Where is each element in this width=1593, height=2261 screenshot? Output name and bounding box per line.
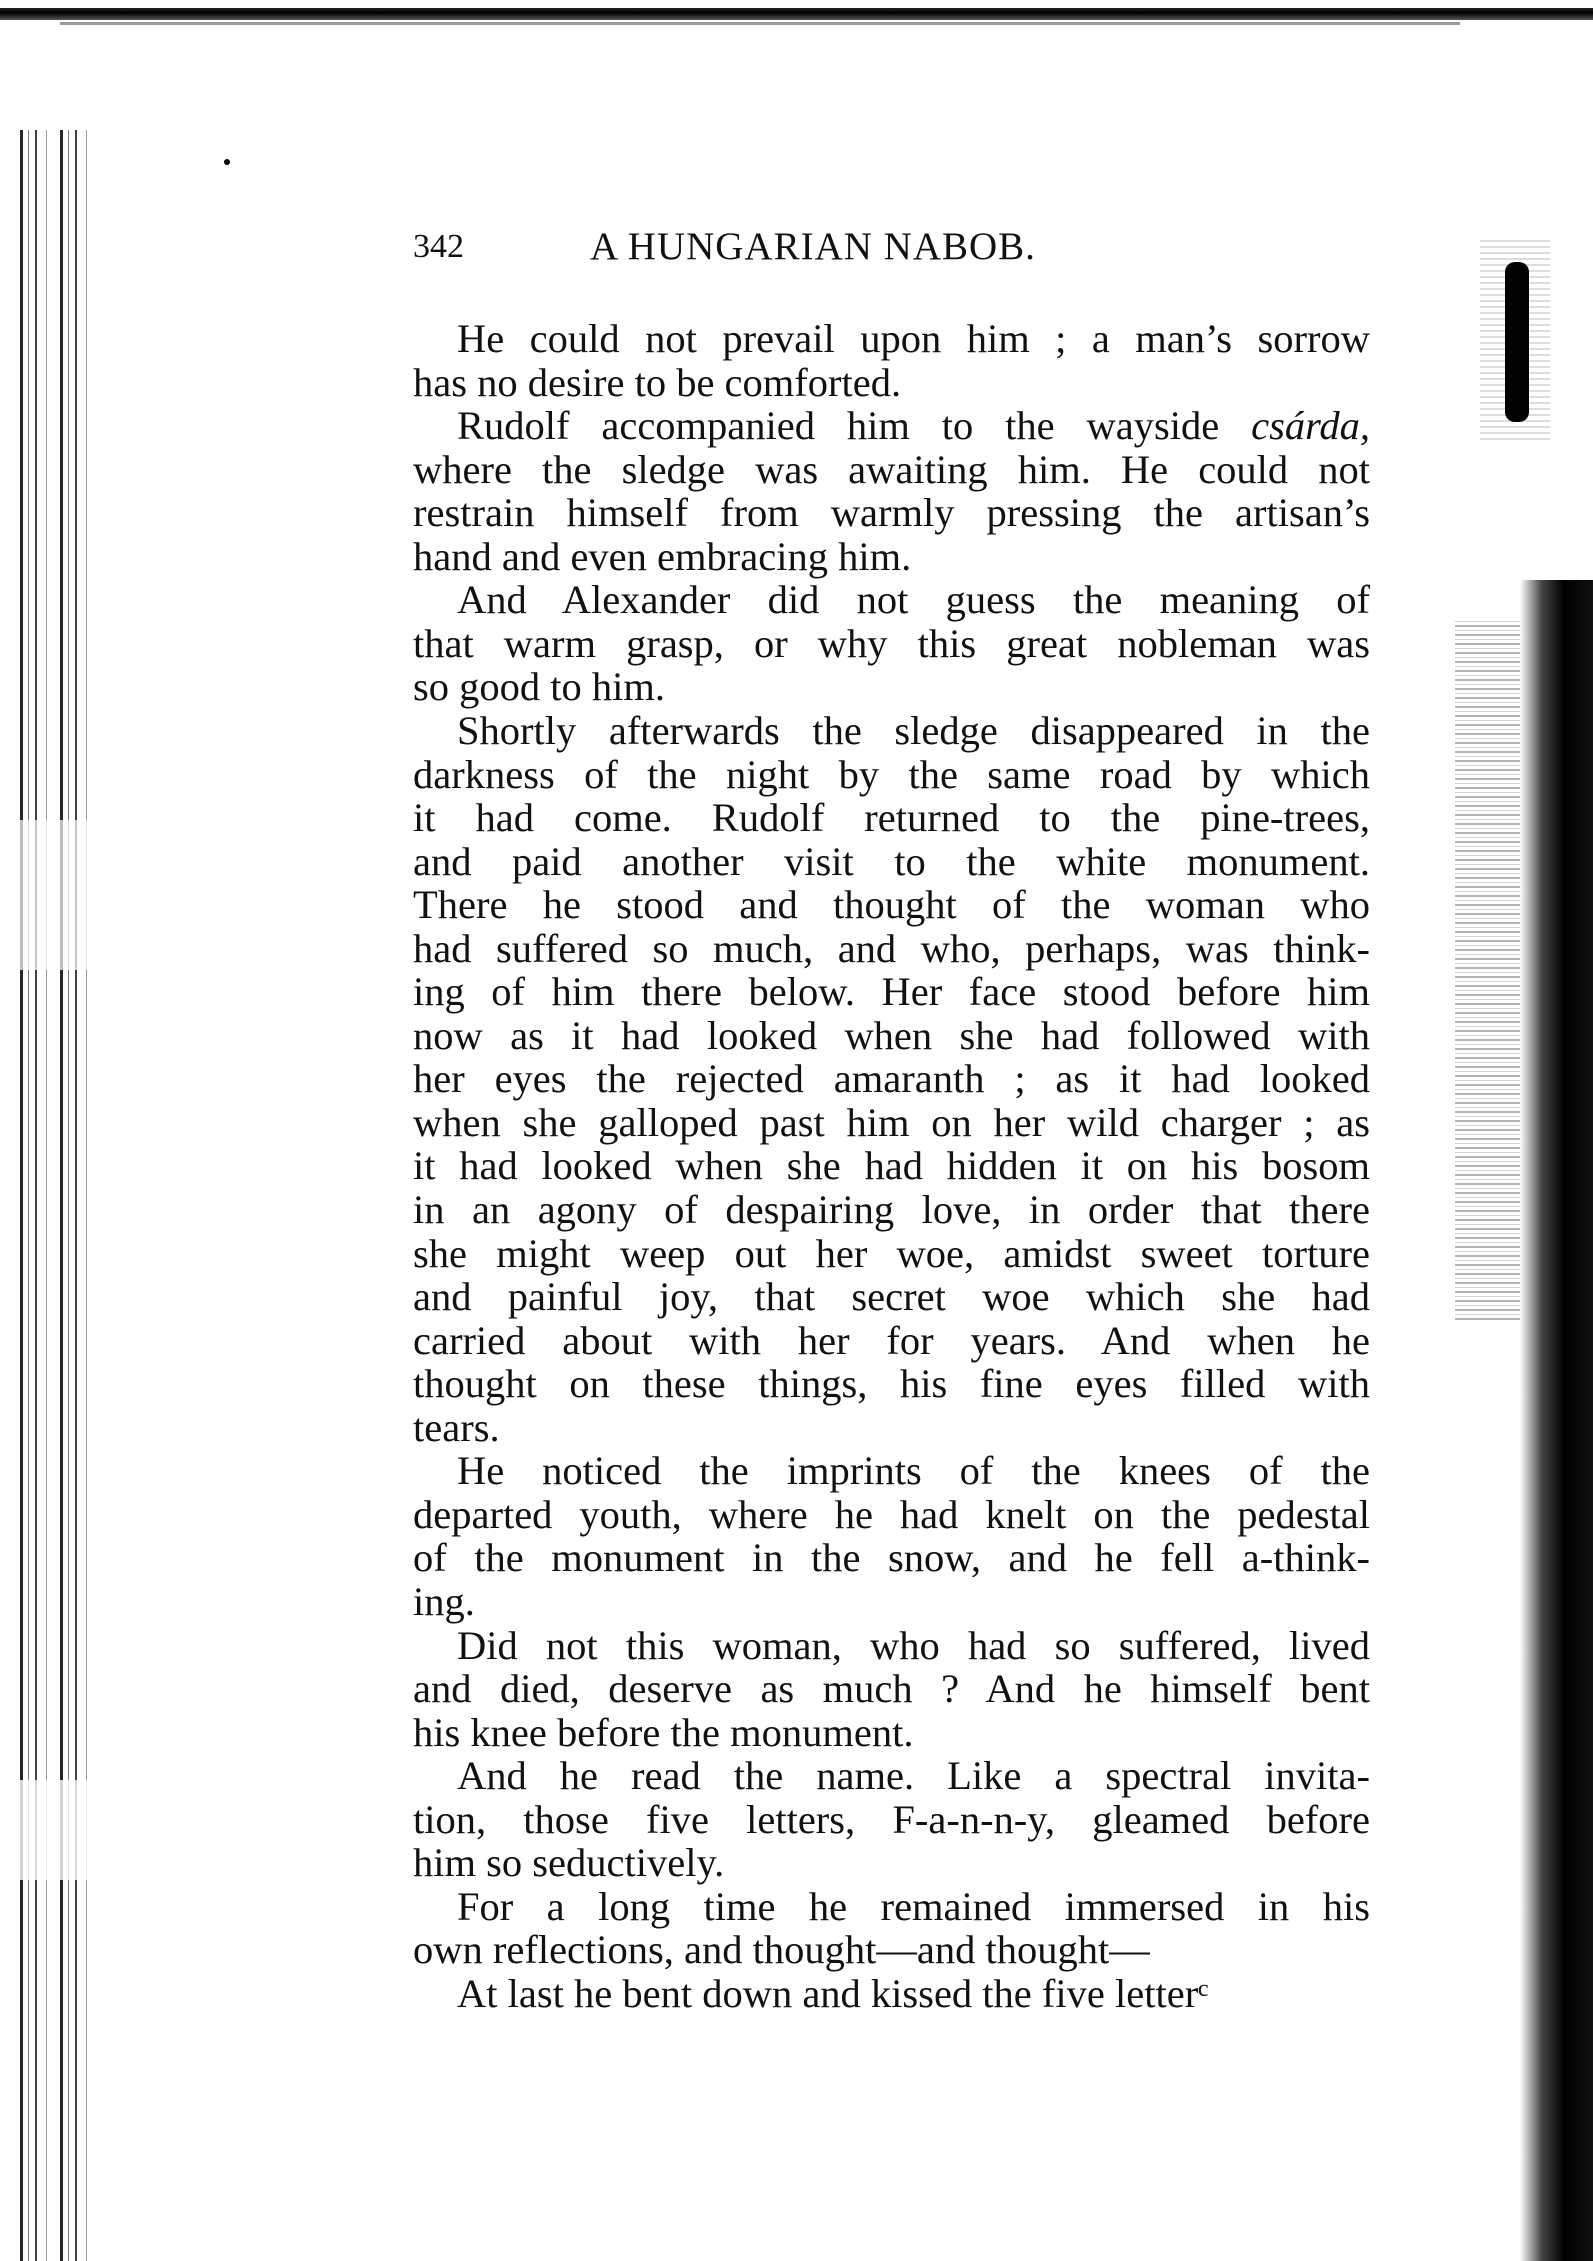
running-title: A HUNGARIAN NABOB. bbox=[590, 225, 1036, 268]
text-line bbox=[413, 1362, 1370, 1406]
text-line bbox=[413, 1406, 1370, 1450]
text-line bbox=[457, 1754, 1370, 1798]
text-line-content: and painful joy, that secret woe which she had bbox=[413, 1275, 1370, 1320]
text-line bbox=[413, 1275, 1370, 1319]
text-line-content: departed youth, where he had knelt on the pedestal bbox=[413, 1492, 1370, 1537]
text-line bbox=[413, 1711, 1370, 1755]
text-line-content: tears. bbox=[413, 1404, 500, 1450]
text-line-content: For a long time he remained immersed in his bbox=[457, 1884, 1370, 1929]
scan-left-edge-shadow bbox=[20, 130, 90, 2261]
text-line bbox=[413, 927, 1370, 971]
text-line bbox=[457, 317, 1370, 361]
text-line bbox=[457, 1624, 1370, 1668]
text-line-content: Shortly afterwards the sledge disappeared in the bbox=[457, 708, 1370, 753]
text-line bbox=[413, 796, 1370, 840]
text-line-content: thought on these things, his fine eyes filled with bbox=[413, 1362, 1370, 1407]
text-line bbox=[413, 1536, 1370, 1580]
text-line-content: carried about with her for years. And when he bbox=[413, 1318, 1370, 1363]
text-line-content: There he stood and thought of the woman who bbox=[413, 883, 1370, 928]
text-line-content: tion, those five letters, F-a-n-n-y, gleamed before bbox=[413, 1797, 1370, 1842]
text-line-content: and died, deserve as much ? And he himself bent bbox=[413, 1667, 1370, 1712]
page-number: 342 bbox=[413, 228, 464, 265]
italic-word: csárda, bbox=[1251, 404, 1370, 449]
text-line-content: of the monument in the snow, and he fell a-think- bbox=[413, 1536, 1370, 1581]
scan-right-blot bbox=[1505, 262, 1529, 422]
text-line-content: so good to him. bbox=[413, 664, 666, 710]
text-line bbox=[457, 404, 1370, 448]
text-line bbox=[413, 491, 1370, 535]
text-line bbox=[413, 361, 1370, 405]
text-line-content: Did not this woman, who had so suffered, lived bbox=[457, 1623, 1370, 1668]
text-line-content: darkness of the night by the same road by which bbox=[413, 752, 1370, 797]
text-line-content: his knee before the monument. bbox=[413, 1709, 914, 1755]
text-line-content: it had come. Rudolf returned to the pine-trees, bbox=[413, 796, 1370, 841]
text-line-content: in an agony of despairing love, in order that there bbox=[413, 1188, 1370, 1232]
text-line bbox=[413, 1319, 1370, 1363]
text-line-content: where the sledge was awaiting him. He could not bbox=[413, 447, 1370, 492]
text-line bbox=[413, 1841, 1370, 1885]
scan-left-edge-gap bbox=[20, 820, 90, 970]
text-line-content: He could not prevail upon him ; a man’s sorrow bbox=[457, 317, 1370, 361]
text-line-content: restrain himself from warmly pressing the artisan’s bbox=[413, 491, 1370, 536]
text-line bbox=[413, 1580, 1370, 1624]
text-line-content: it had looked when she had hidden it on his bosom bbox=[413, 1144, 1370, 1189]
text-line bbox=[413, 1188, 1370, 1232]
text-line-content: had suffered so much, and who, perhaps, was think- bbox=[413, 926, 1370, 971]
text-line bbox=[413, 1014, 1370, 1058]
text-line bbox=[413, 1667, 1370, 1711]
text-line bbox=[457, 1449, 1370, 1493]
text-line-content: him so seductively. bbox=[413, 1840, 725, 1886]
text-line-content: Rudolf accompanied him to the wayside bbox=[457, 404, 1252, 449]
text-line-content: when she galloped past him on her wild charger ; as bbox=[413, 1100, 1370, 1145]
text-line bbox=[413, 665, 1370, 709]
text-line-content: hand and even embracing him. bbox=[413, 533, 912, 579]
text-line-content: has no desire to be comforted. bbox=[413, 359, 902, 405]
text-line bbox=[413, 1493, 1370, 1537]
text-line bbox=[413, 1101, 1370, 1145]
text-line-content: her eyes the rejected amaranth ; as it had looked bbox=[413, 1057, 1370, 1102]
text-line-content: that warm grasp, or why this great nobleman was bbox=[413, 621, 1370, 666]
text-line bbox=[457, 1885, 1370, 1929]
text-line bbox=[413, 448, 1370, 492]
scan-top-rule-thin bbox=[60, 22, 1460, 25]
text-line bbox=[457, 578, 1370, 622]
text-line-content: At last he bent down and kissed the five letterᶜ bbox=[457, 1970, 1209, 2016]
text-line bbox=[413, 840, 1370, 884]
text-line-content: And he read the name. Like a spectral invita- bbox=[457, 1754, 1370, 1799]
text-line bbox=[413, 1798, 1370, 1842]
text-line bbox=[413, 883, 1370, 927]
text-line bbox=[457, 1972, 1370, 2016]
text-line bbox=[413, 753, 1370, 797]
text-line bbox=[413, 1928, 1370, 1972]
scan-right-edge-shadow bbox=[1520, 580, 1593, 2261]
text-line bbox=[413, 622, 1370, 666]
text-line-content: And Alexander did not guess the meaning of bbox=[457, 578, 1370, 623]
scan-left-edge-gap bbox=[20, 1780, 90, 1880]
text-line-content: He noticed the imprints of the knees of the bbox=[457, 1449, 1370, 1494]
text-line bbox=[413, 535, 1370, 579]
text-line-content: own reflections, and thought—and thought— bbox=[413, 1927, 1150, 1973]
text-line-content: ing. bbox=[413, 1578, 475, 1624]
scan-top-rule bbox=[0, 8, 1593, 20]
text-line-content: she might weep out her woe, amidst sweet torture bbox=[413, 1231, 1370, 1276]
text-line bbox=[413, 1144, 1370, 1188]
text-line bbox=[413, 1057, 1370, 1101]
text-line-content: now as it had looked when she had followed with bbox=[413, 1013, 1370, 1058]
text-line-content: and paid another visit to the white monument. bbox=[413, 839, 1370, 884]
text-line bbox=[457, 709, 1370, 753]
text-line bbox=[413, 1232, 1370, 1276]
text-line bbox=[413, 970, 1370, 1014]
scan-speck bbox=[224, 159, 230, 165]
text-line-content: ing of him there below. Her face stood before him bbox=[413, 970, 1370, 1015]
